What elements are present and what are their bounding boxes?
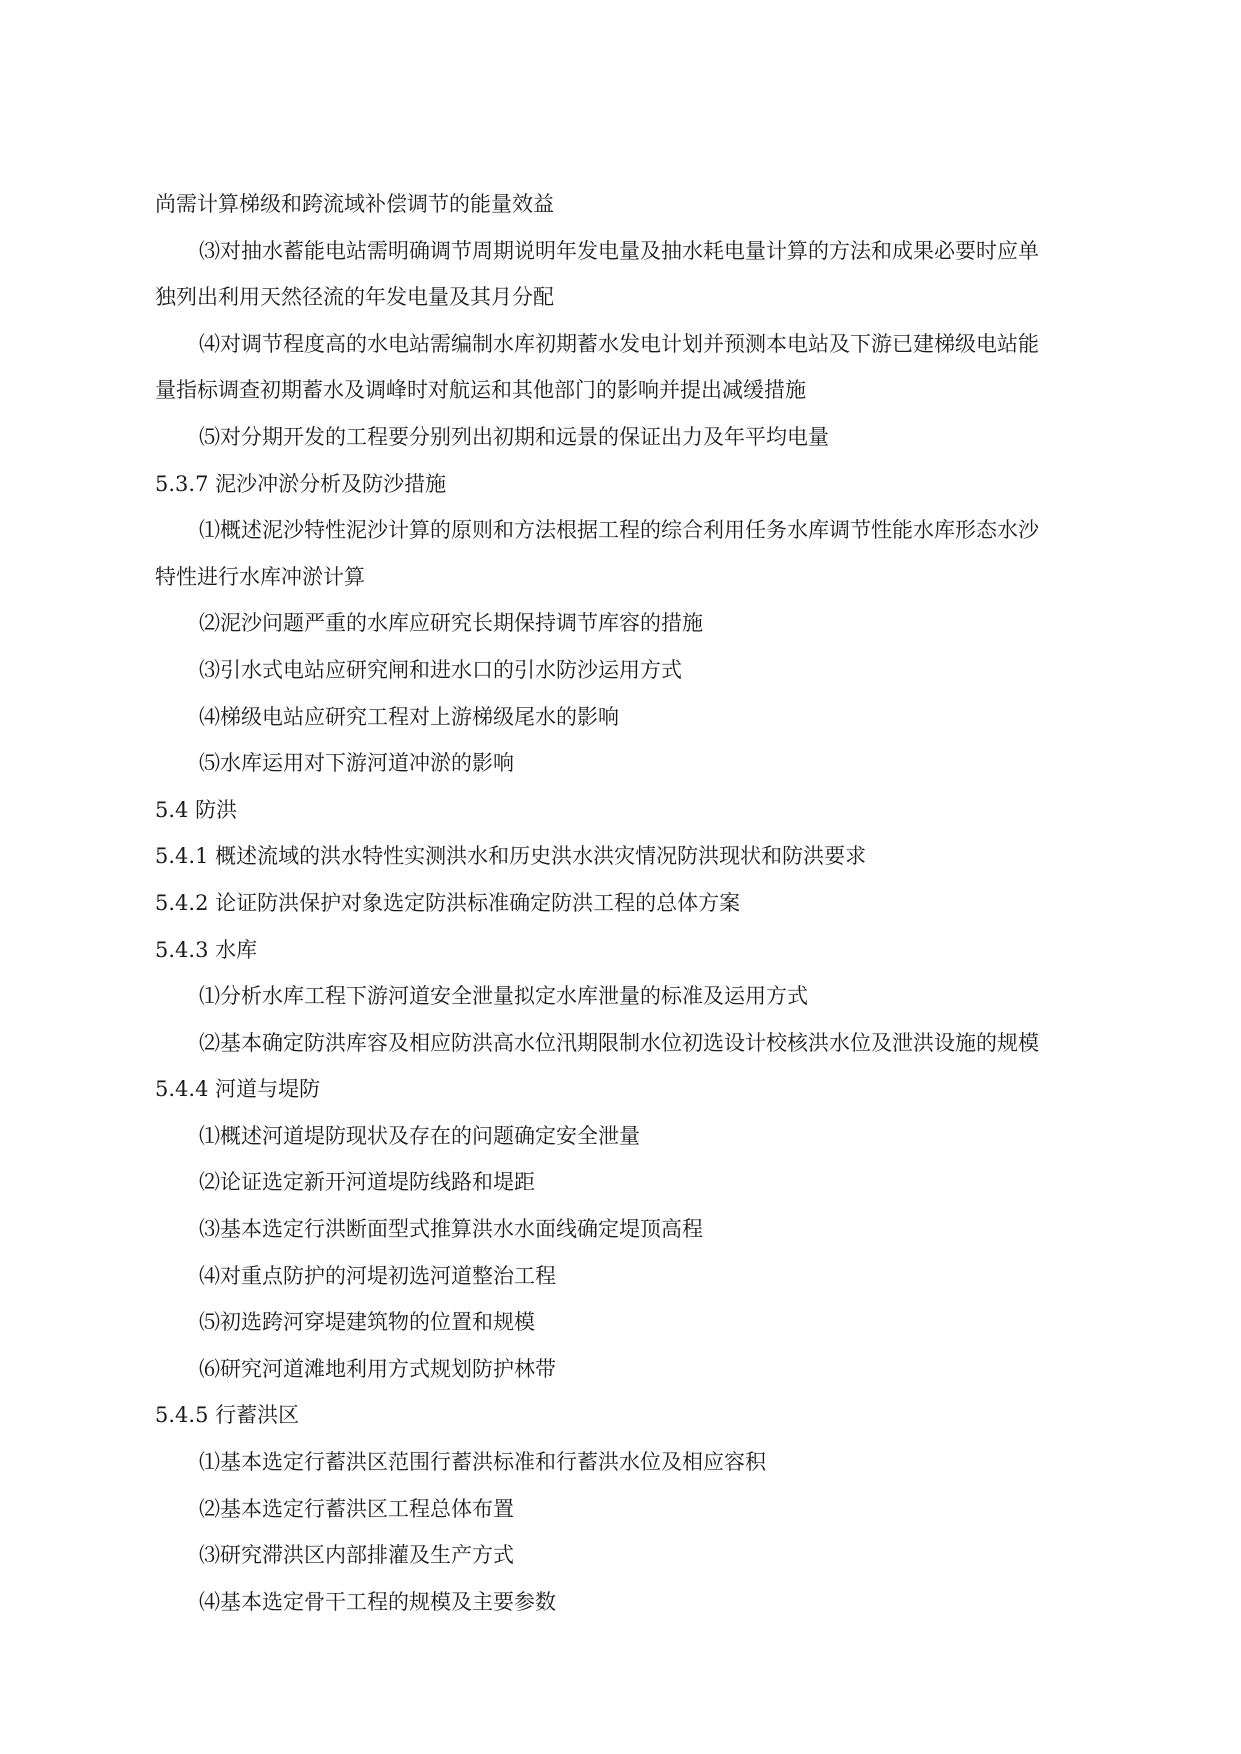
list-item: ⑹研究河道滩地利用方式规划防护林带 xyxy=(199,1356,556,1381)
list-item: ⑶引水式电站应研究闸和进水口的引水防沙运用方式 xyxy=(199,657,682,682)
text-line: 量指标调查初期蓄水及调峰时对航运和其他部门的影响并提出减缓措施 xyxy=(155,378,806,403)
list-item: ⑷梯级电站应研究工程对上游梯级尾水的影响 xyxy=(199,704,619,729)
section-heading: 5.4.2 论证防洪保护对象选定防洪标准确定防洪工程的总体方案 xyxy=(155,890,741,915)
text-line: 特性进行水库冲淤计算 xyxy=(155,564,365,589)
section-heading: 5.3.7 泥沙冲淤分析及防沙措施 xyxy=(155,471,447,496)
document-body xyxy=(155,181,1095,1625)
list-item: ⑴概述泥沙特性泥沙计算的原则和方法根据工程的综合利用任务水库调节性能水库形态水沙 xyxy=(199,518,1039,543)
section-heading: 5.4.4 河道与堤防 xyxy=(155,1077,321,1102)
list-item: ⑶基本选定行洪断面型式推算洪水水面线确定堤顶高程 xyxy=(199,1217,703,1242)
list-item: ⑴概述河道堤防现状及存在的问题确定安全泄量 xyxy=(199,1123,640,1148)
list-item: ⑶对抽水蓄能电站需明确调节周期说明年发电量及抽水耗电量计算的方法和成果必要时应单 xyxy=(199,238,1039,263)
list-item: ⑷基本选定骨干工程的规模及主要参数 xyxy=(199,1589,556,1614)
section-heading: 5.4 防洪 xyxy=(155,797,238,822)
section-heading: 5.4.5 行蓄洪区 xyxy=(155,1403,300,1428)
list-item: ⑸对分期开发的工程要分别列出初期和远景的保证出力及年平均电量 xyxy=(199,424,829,449)
section-heading: 5.4.1 概述流域的洪水特性实测洪水和历史洪水洪灾情况防洪现状和防洪要求 xyxy=(155,844,867,869)
list-item: ⑷对重点防护的河堤初选河道整治工程 xyxy=(199,1263,556,1288)
list-item: ⑵基本选定行蓄洪区工程总体布置 xyxy=(199,1496,514,1521)
text-line: 尚需计算梯级和跨流域补偿调节的能量效益 xyxy=(155,192,554,216)
section-heading: 5.4.3 水库 xyxy=(155,937,258,962)
list-item: ⑵基本确定防洪库容及相应防洪高水位汛期限制水位初选设计校核洪水位及泄洪设施的规模 xyxy=(199,1030,1039,1055)
list-item: ⑵泥沙问题严重的水库应研究长期保持调节库容的措施 xyxy=(199,611,703,636)
list-item: ⑷对调节程度高的水电站需编制水库初期蓄水发电计划并预测本电站及下游已建梯级电站能 xyxy=(199,331,1039,356)
list-item: ⑸初选跨河穿堤建筑物的位置和规模 xyxy=(199,1310,535,1335)
list-item: ⑴基本选定行蓄洪区范围行蓄洪标准和行蓄洪水位及相应容积 xyxy=(199,1450,766,1475)
list-item: ⑴分析水库工程下游河道安全泄量拟定水库泄量的标准及运用方式 xyxy=(199,984,808,1009)
list-item: ⑶研究滞洪区内部排灌及生产方式 xyxy=(199,1543,514,1568)
list-item: ⑵论证选定新开河道堤防线路和堤距 xyxy=(199,1170,535,1195)
list-item: ⑸水库运用对下游河道冲淤的影响 xyxy=(199,751,514,776)
text-line: 独列出利用天然径流的年发电量及其月分配 xyxy=(155,285,554,310)
